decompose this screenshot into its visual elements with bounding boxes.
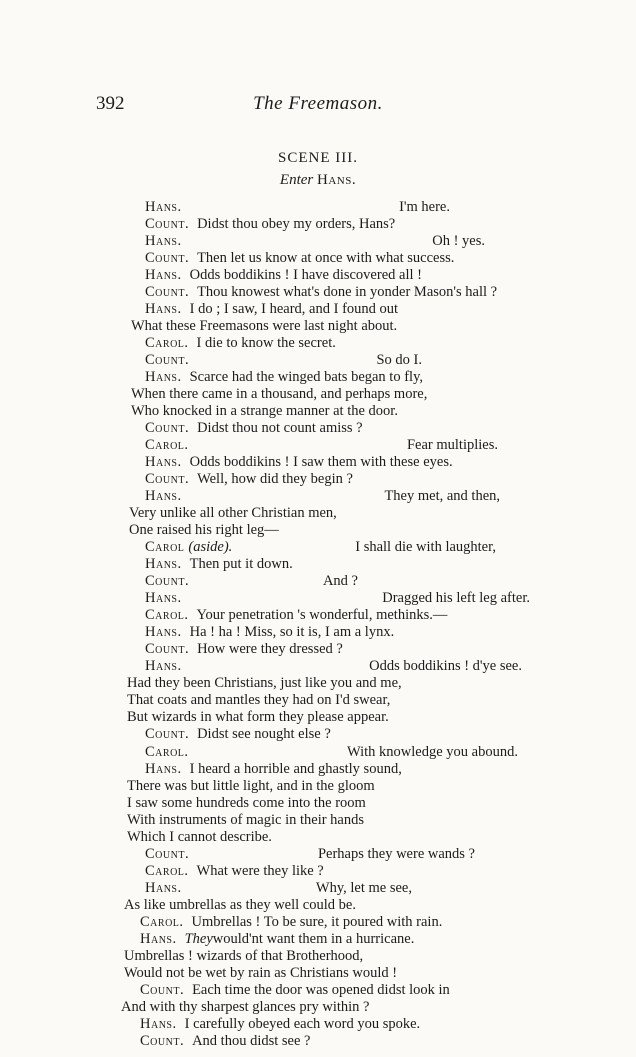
line-text: What these Freemasons were last night about. xyxy=(131,318,398,335)
line-text: Then put it down. xyxy=(189,556,293,573)
speaker-name: Carol. xyxy=(145,743,189,760)
line-text: What were they like ? xyxy=(196,862,324,879)
running-title: The Freemason. xyxy=(253,93,383,114)
dialogue-line xyxy=(0,829,636,846)
dialogue-line xyxy=(0,454,636,471)
line-text: How were they dressed ? xyxy=(197,641,343,658)
speaker-name: Hans. xyxy=(145,658,182,675)
line-text-continued: With knowledge you abound. xyxy=(347,743,518,760)
line-text-continued: I'm here. xyxy=(399,199,450,215)
line-text: Odds boddikins ! I saw them with these eyes. xyxy=(189,454,453,471)
line-text: When there came in a thousand, and perhaps more, xyxy=(131,386,428,403)
line-text: Scarce had the winged bats began to fly, xyxy=(189,369,424,386)
line-text: Each time the door was opened didst look in xyxy=(192,981,450,998)
line-text-continued: Why, let me see, xyxy=(315,879,412,896)
stage-direction-enter: Enter xyxy=(279,172,314,188)
speaker-name: Count. xyxy=(145,471,190,488)
speaker-name: Carol. xyxy=(145,335,189,352)
line-text-continued: I shall die with laughter, xyxy=(355,539,496,556)
speaker-name: Count. xyxy=(145,845,190,862)
dialogue-line xyxy=(0,539,636,556)
speaker-name: Hans. xyxy=(140,1015,177,1032)
dialogue-line xyxy=(0,318,636,335)
speaker-name: Count. xyxy=(145,352,190,369)
dialogue-block xyxy=(0,199,636,1050)
line-text: And thou didst see ? xyxy=(192,1032,311,1049)
speaker-name: Count. xyxy=(145,216,190,233)
scene-heading: SCENE III. xyxy=(278,150,358,166)
line-text-continued: They met, and then, xyxy=(384,488,500,505)
speaker-name: Count. xyxy=(145,420,190,437)
dialogue-line xyxy=(0,352,636,369)
line-text: I carefully obeyed each word you spoke. xyxy=(184,1015,421,1032)
line-text: But wizards in what form they please appear. xyxy=(127,709,389,726)
dialogue-line xyxy=(0,744,636,761)
line-text: Thou knowest what's done in yonder Mason's hall ? xyxy=(197,284,498,301)
dialogue-line xyxy=(0,522,636,539)
dialogue-line xyxy=(0,880,636,897)
speaker-name: Hans. xyxy=(145,199,182,215)
dialogue-line xyxy=(0,199,636,216)
dialogue-line xyxy=(0,709,636,726)
speaker-name: Carol xyxy=(145,539,185,556)
line-text: I heard a horrible and ghastly sound, xyxy=(189,760,402,777)
stage-direction xyxy=(0,172,636,189)
speaker-name: Hans. xyxy=(145,454,182,471)
dialogue-line xyxy=(0,386,636,403)
speaker-name: Carol. xyxy=(145,607,189,624)
dialogue-line xyxy=(0,1033,636,1050)
line-text: Didst see nought else ? xyxy=(197,726,331,743)
dialogue-line xyxy=(0,863,636,880)
dialogue-line xyxy=(0,250,636,267)
line-text-continued: Perhaps they were wands ? xyxy=(317,845,475,862)
speaker-name: Hans. xyxy=(145,590,182,607)
speaker-name: Count. xyxy=(145,726,190,743)
dialogue-line xyxy=(0,420,636,437)
line-text: Your penetration 's wonderful, methinks.— xyxy=(196,607,448,624)
stage-direction-name: Hans. xyxy=(316,172,357,188)
dialogue-line xyxy=(0,897,636,914)
line-text-continued: So do I. xyxy=(376,352,422,369)
dialogue-line xyxy=(0,216,636,233)
speaker-name: Hans. xyxy=(145,267,182,284)
dialogue-line xyxy=(0,726,636,743)
speaker-name: Hans. xyxy=(145,556,182,573)
line-text: Which I cannot describe. xyxy=(127,828,272,845)
speaker-name: Hans. xyxy=(145,301,182,318)
dialogue-line xyxy=(0,488,636,505)
line-text: Well, how did they begin ? xyxy=(197,471,353,488)
dialogue-line xyxy=(0,931,636,948)
dialogue-line xyxy=(0,641,636,658)
speaker-name: Hans. xyxy=(145,369,182,386)
line-text: would'nt want them in a hurricane. xyxy=(212,930,415,947)
line-text-continued: Oh ! yes. xyxy=(432,233,485,250)
speaker-name: Count. xyxy=(145,284,190,301)
dialogue-line xyxy=(0,675,636,692)
line-text-continued: Fear multiplies. xyxy=(406,437,498,454)
dialogue-line xyxy=(0,812,636,829)
emphasis-word: They xyxy=(184,930,213,947)
dialogue-line xyxy=(0,846,636,863)
line-text: And with thy sharpest glances pry within ? xyxy=(121,998,370,1015)
dialogue-line xyxy=(0,301,636,318)
line-text: Had they been Christians, just like you and me, xyxy=(127,675,402,692)
line-text: There was but little light, and in the gloom xyxy=(127,777,375,794)
page-header xyxy=(0,93,636,117)
speaker-name: Count. xyxy=(140,981,185,998)
page-number: 392 xyxy=(96,93,125,114)
line-text-continued: Odds boddikins ! d'ye see. xyxy=(369,658,522,675)
line-text: I die to know the secret. xyxy=(196,335,336,352)
line-text: Ha ! ha ! Miss, so it is, I am a lynx. xyxy=(189,624,395,641)
dialogue-line xyxy=(0,573,636,590)
line-text-continued: And ? xyxy=(322,573,358,590)
dialogue-line xyxy=(0,795,636,812)
line-text: Umbrellas ! wizards of that Brotherhood, xyxy=(124,947,364,964)
dialogue-line xyxy=(0,369,636,386)
dialogue-line xyxy=(0,778,636,795)
line-text: Very unlike all other Christian men, xyxy=(129,505,337,522)
line-text: Would not be wet by rain as Christians would ! xyxy=(124,964,398,981)
dialogue-line xyxy=(0,999,636,1016)
speaker-name: Count. xyxy=(145,573,190,590)
dialogue-line xyxy=(0,965,636,982)
line-text: One raised his right leg— xyxy=(129,522,279,539)
line-text: Didst thou not count amiss ? xyxy=(197,420,363,437)
line-text: I saw some hundreds come into the room xyxy=(127,794,366,811)
speaker-name: Count. xyxy=(145,641,190,658)
dialogue-line xyxy=(0,505,636,522)
speaker-name: Hans. xyxy=(145,624,182,641)
speaker-name: Carol. xyxy=(145,437,189,454)
dialogue-line xyxy=(0,948,636,965)
dialogue-line xyxy=(0,471,636,488)
dialogue-line xyxy=(0,692,636,709)
line-text: With instruments of magic in their hands xyxy=(127,811,365,828)
line-text: Umbrellas ! To be sure, it poured with rain. xyxy=(191,913,443,930)
line-text: Odds boddikins ! I have discovered all ! xyxy=(189,267,422,284)
speaker-name: Hans. xyxy=(145,760,182,777)
speaker-name: Count. xyxy=(140,1032,185,1049)
dialogue-line xyxy=(0,437,636,454)
speaker-name: Count. xyxy=(145,250,190,267)
dialogue-line xyxy=(0,658,636,675)
speaker-name: Hans. xyxy=(145,233,182,250)
line-text: Then let us know at once with what success. xyxy=(197,250,455,267)
line-text: Didst thou obey my orders, Hans? xyxy=(197,216,396,233)
dialogue-line xyxy=(0,761,636,778)
line-text: Who knocked in a strange manner at the door. xyxy=(131,403,398,420)
stage-aside: (aside). xyxy=(188,539,233,556)
dialogue-line xyxy=(0,982,636,999)
speaker-name: Carol. xyxy=(140,913,184,930)
line-text: That coats and mantles they had on I'd swear, xyxy=(127,692,391,709)
dialogue-line xyxy=(0,914,636,931)
dialogue-line xyxy=(0,607,636,624)
dialogue-line xyxy=(0,556,636,573)
speaker-name: Hans. xyxy=(145,879,182,896)
speaker-name: Carol. xyxy=(145,862,189,879)
dialogue-line xyxy=(0,1016,636,1033)
dialogue-line xyxy=(0,267,636,284)
line-text: As like umbrellas as they well could be. xyxy=(124,896,356,913)
line-text: I do ; I saw, I heard, and I found out xyxy=(189,301,399,318)
dialogue-line xyxy=(0,403,636,420)
dialogue-line xyxy=(0,335,636,352)
dialogue-line xyxy=(0,233,636,250)
speaker-name: Hans. xyxy=(145,488,182,505)
dialogue-line xyxy=(0,284,636,301)
dialogue-line xyxy=(0,624,636,641)
speaker-name: Hans. xyxy=(140,930,177,947)
line-text-continued: Dragged his left leg after. xyxy=(382,590,530,607)
dialogue-line xyxy=(0,590,636,607)
